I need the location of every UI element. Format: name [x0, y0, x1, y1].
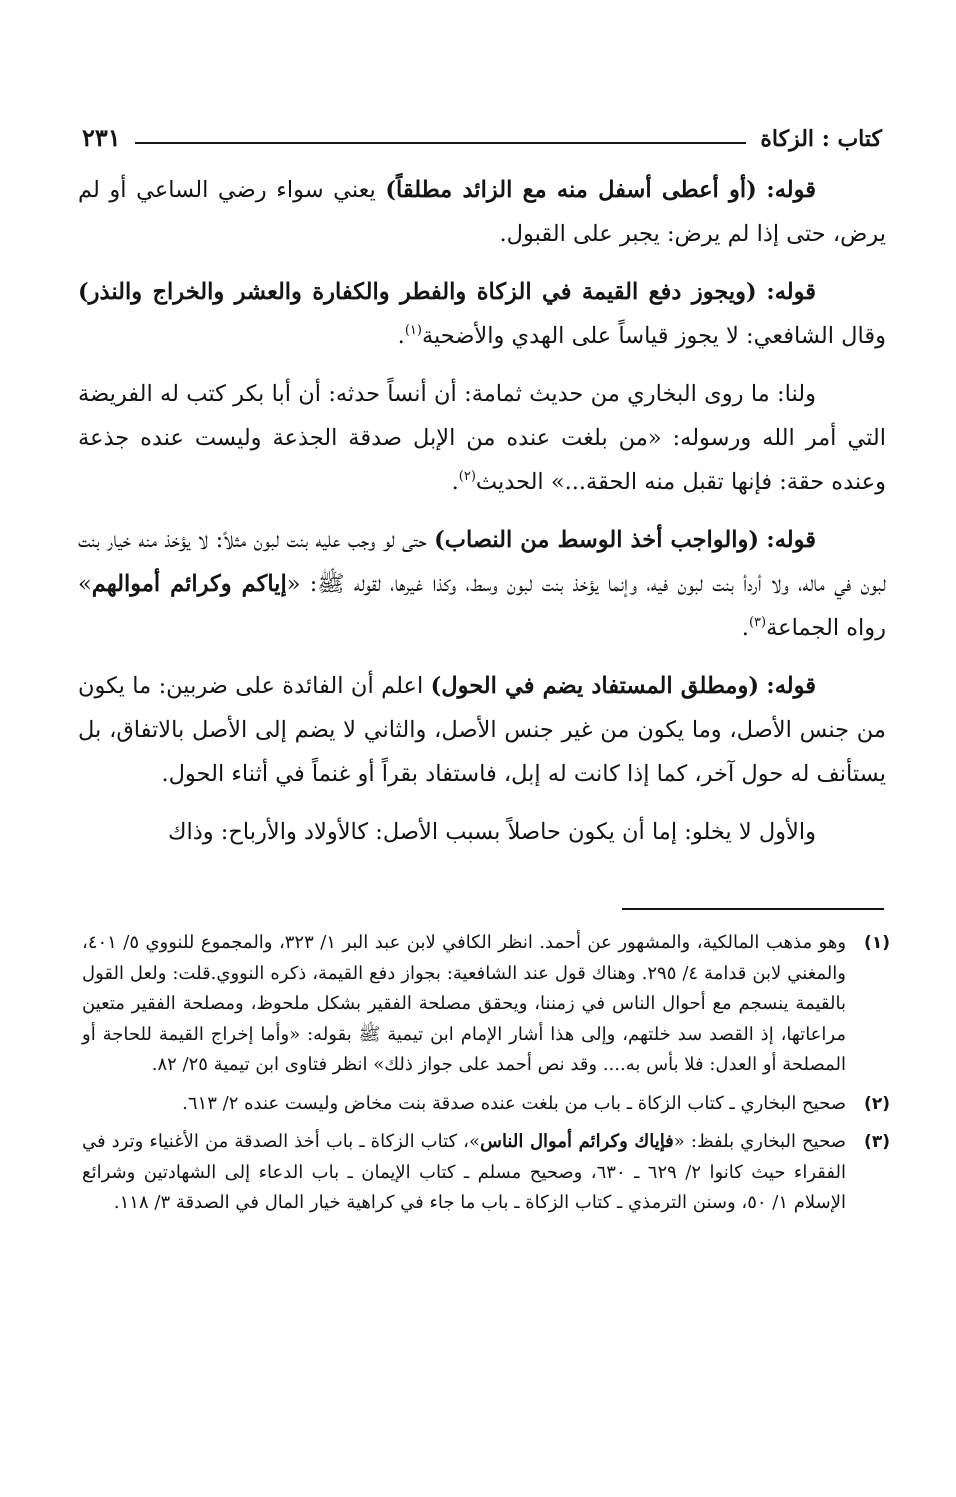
running-header	[82, 112, 882, 152]
header-rule	[135, 142, 747, 144]
paragraph-lead: قوله:	[766, 279, 817, 305]
paragraph	[78, 270, 886, 358]
paragraph-text: وقال الشافعي: لا يجوز قياساً على الهدي والأضحية	[421, 323, 886, 349]
footnote-reference[interactable]: ( $^٣$ )	[749, 615, 766, 630]
paragraph-text: حتى لو وجب عليه بنت لبون مثلاً: لا يؤخذ منه خيار بنت لبون في ماله، ولا أردأ بنت لبون فيه، وإنما يؤخذ بنت لبون وسط، وكذا غيرها، لقوله ﷺ: «	[78, 527, 886, 597]
paragraph-lead: قوله:	[766, 673, 817, 699]
paragraph-end: .	[741, 615, 749, 641]
footnote-marker: (١)	[864, 933, 890, 953]
paragraph-text: ولنا: ما روى البخاري من حديث ثمامة: أن أنساً حدثه: أن أبا بكر كتب له الفريضة التي أمر الله ورسوله: «من بلغت عنده من الإبل صدقة الجذعة وليست عنده جذعة وعنده حقة: فإنها تقبل منه الحقة...» الحديث	[78, 381, 886, 495]
quoted-matn: (ومطلق المستفاد يضم في الحول)	[430, 673, 759, 699]
quoted-matn: (ويجوز دفع القيمة في الزكاة والفطر والكفارة والعشر والخراج والنذر)	[78, 279, 757, 305]
paragraph-lead: قوله:	[766, 527, 816, 553]
footnote-reference[interactable]: ( $^٢$ )	[459, 469, 476, 484]
paragraph-text: والأول لا يخلو: إما أن يكون حاصلاً بسبب الأصل: كالأولاد والأرباح: وذاك	[167, 819, 816, 845]
paragraph	[78, 372, 886, 504]
footnote-marker: (٣)	[864, 1132, 890, 1152]
paragraph	[78, 518, 886, 650]
paragraph-text: اعلم أن الفائدة على ضربين: ما يكون من جنس الأصل، وما يكون من غير جنس الأصل، والثاني لا يضم إلى الأصل بالاتفاق، بل يستأنف له حول آخر، كما إذا كانت له إبل، فاستفاد بقراً أو غنماً في أثناء الحول.	[78, 673, 886, 787]
main-text	[78, 168, 886, 854]
footnote	[82, 1127, 890, 1219]
footnote-text: وهو مذهب المالكية، والمشهور عن أحمد. انظر الكافي لابن عبد البر ١/ ٣٢٣، والمجموع للنووي ٥/ ٤٠١، والمغني لابن قدامة ٤/ ٢٩٥. وهناك قول عند الشافعية: بجواز دفع القيمة، ذكره النووي.قلت: ولعل القول بالقيمة ينسجم مع أحوال الناس في زمننا، ويحقق مصلحة الفقير بشكل ملحوظ، ومصلحة الفقير متعين مراعاتها، إذ القصد سد خلتهم، وإلى هذا أشار الإمام ابن تيمية ﷺ بقوله: «وأما إخراج القيمة للحاجة أو المصلحة أو العدل: فلا بأس به.... وقد نص أحمد على جواز ذلك» انظر فتاوى ابن تيمية ٢٥/ ٨٢.	[82, 932, 847, 1075]
chapter-title: كتاب : الزكاة	[760, 126, 882, 152]
footnote-marker: (٢)	[864, 1093, 890, 1114]
quoted-matn: (أو أعطى أسفل منه مع الزائد مطلقاً)	[385, 177, 757, 203]
paragraph-text: يعني سواء رضي الساعي أو لم يرض، حتى إذا لم يرض: يجبر على القبول.	[78, 177, 886, 247]
paragraph-text: » رواه الجماعة	[78, 571, 886, 641]
paragraph-end: .	[451, 469, 459, 495]
quoted-matn: (والواجب أخذ الوسط من النصاب)	[434, 527, 760, 553]
footnote-text: صحيح البخاري ـ كتاب الزكاة ـ باب من بلغت عنده صدقة بنت مخاض وليست عنده ٢/ ٦١٣.	[182, 1092, 846, 1114]
paragraph	[78, 168, 886, 256]
footnote-bold-quote: فإياك وكرائم أموال الناس	[479, 1131, 674, 1152]
paragraph-end: .	[397, 323, 405, 349]
footnote-text: صحيح البخاري بلفظ: «	[673, 1131, 846, 1152]
paragraph-lead: قوله:	[766, 177, 817, 203]
footnote	[82, 1089, 890, 1120]
paragraph	[78, 664, 886, 796]
footnote-text-wrap	[82, 1127, 846, 1219]
hadith-quote: إياكم وكرائم أموالهم	[91, 571, 287, 597]
footnote-text: »، كتاب الزكاة ـ باب أخذ الصدقة من الأغنياء وترد في الفقراء حيث كانوا ٢/ ٦٢٩ ـ ٦٣٠، وصحيح مسلم ـ كتاب الإيمان ـ باب الدعاء إلى الشهادتين وشرائع الإسلام ١/ ٥٠، وسنن الترمذي ـ كتاب الزكاة ـ باب ما جاء في كراهية خيار المال في الصدقة ٣/ ١١٨.	[82, 1131, 847, 1213]
page-number: ٢٣١	[82, 123, 121, 152]
footnotes	[82, 928, 890, 1227]
footnote-reference[interactable]: ( $^١$ )	[405, 323, 422, 338]
paragraph	[78, 810, 886, 854]
footnote-separator	[622, 908, 884, 910]
footnote	[82, 928, 890, 1081]
